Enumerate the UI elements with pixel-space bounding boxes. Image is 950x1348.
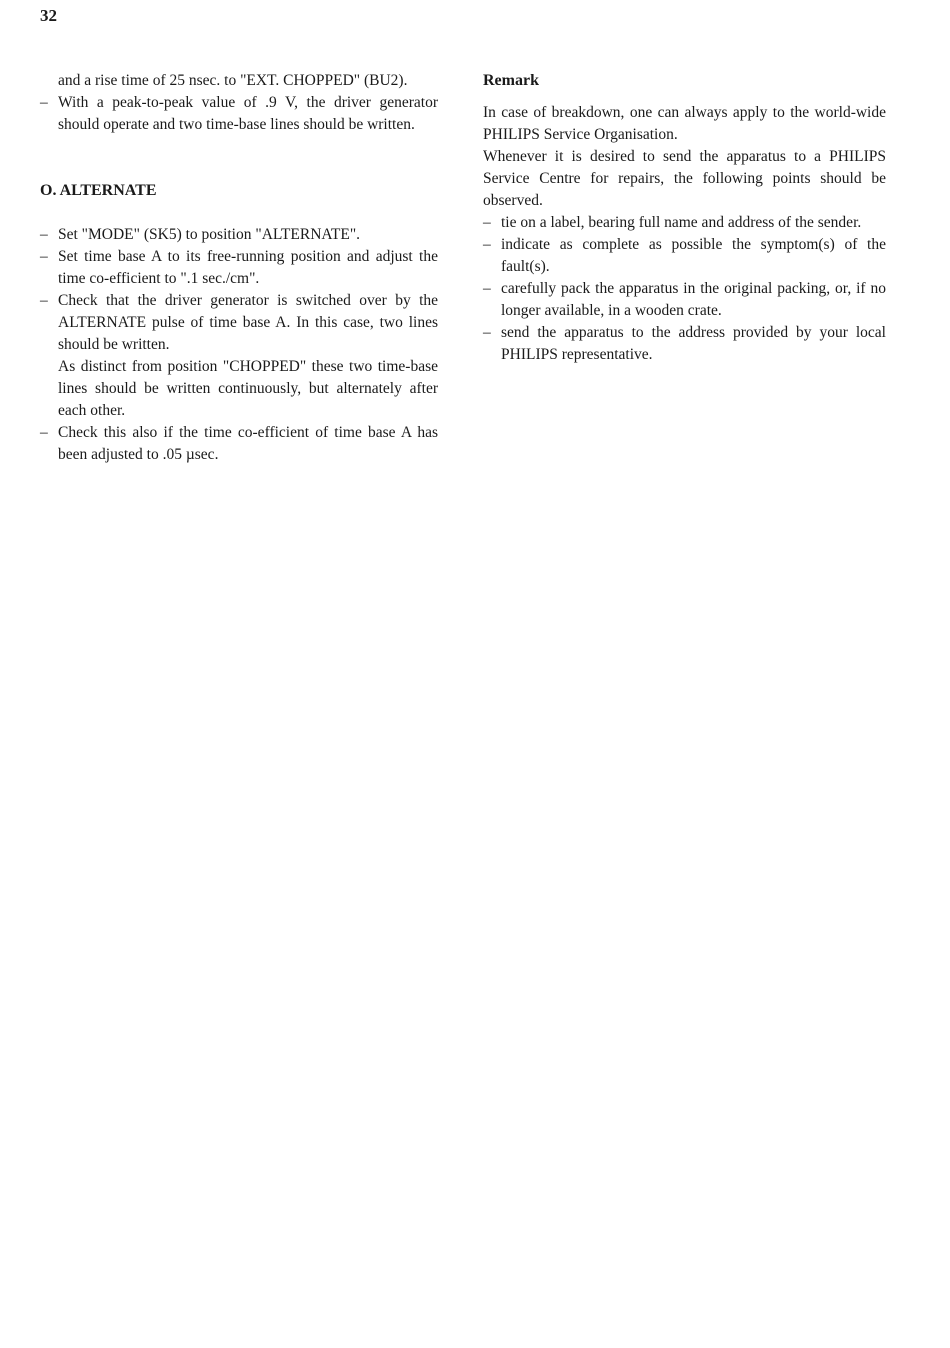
list-item: – tie on a label, bearing full name and address of the sender. xyxy=(483,212,886,234)
right-column xyxy=(483,70,886,366)
list-item: – indicate as complete as possible the symptom(s) of the fault(s). xyxy=(483,234,886,278)
spacer xyxy=(40,136,438,180)
list-item: – carefully pack the apparatus in the original packing, or, if no longer available, in a wooden crate. xyxy=(483,278,886,322)
page-number: 32 xyxy=(40,6,57,25)
intro-list xyxy=(40,92,438,136)
continuation-paragraph: and a rise time of 25 nsec. to "EXT. CHOPPED" (BU2). xyxy=(58,72,408,89)
spacer xyxy=(483,92,886,102)
left-column xyxy=(40,70,438,466)
remark-list xyxy=(483,212,886,366)
alternate-list xyxy=(40,224,438,356)
remark-heading: Remark xyxy=(483,72,539,89)
list-item: – With a peak-to-peak value of .9 V, the driver generator should operate and two time-base lines should be written. xyxy=(40,92,438,136)
spacer xyxy=(40,202,438,224)
list-item: – Set "MODE" (SK5) to position "ALTERNATE". xyxy=(40,224,438,246)
sub-paragraph: As distinct from position "CHOPPED" these two time-base lines should be written continuously, but alternately after each other. xyxy=(58,358,438,419)
remark-paragraph-2: Whenever it is desired to send the apparatus to a PHILIPS Service Centre for repairs, the following points should be observed. xyxy=(483,148,886,209)
final-list xyxy=(40,422,438,466)
list-item: – send the apparatus to the address provided by your local PHILIPS representative. xyxy=(483,322,886,366)
remark-paragraph-1: In case of breakdown, one can always apply to the world-wide PHILIPS Service Organisation. xyxy=(483,104,886,143)
list-item: – Check this also if the time co-efficient of time base A has been adjusted to .05 µsec. xyxy=(40,422,438,466)
section-heading: O. ALTERNATE xyxy=(40,182,157,199)
list-item: – Set time base A to its free-running position and adjust the time co-efficient to ".1 sec./cm". xyxy=(40,246,438,290)
list-item: – Check that the driver generator is switched over by the ALTERNATE pulse of time base A. In this case, two lines should be written. xyxy=(40,290,438,356)
